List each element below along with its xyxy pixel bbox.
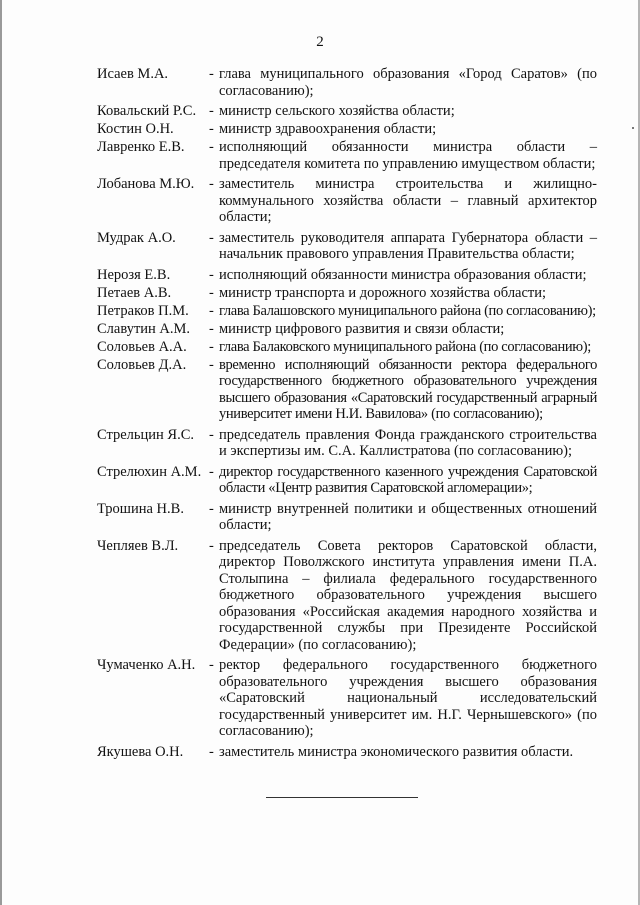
member-name: Петаев А.В. xyxy=(97,284,172,301)
member-row xyxy=(97,339,597,356)
member-dash: - xyxy=(209,103,214,119)
member-row xyxy=(97,230,597,263)
member-name: Чепляев В.Л. xyxy=(97,537,179,554)
member-row xyxy=(97,103,597,120)
member-name: Стрелюхин А.М. xyxy=(97,463,202,480)
member-row xyxy=(97,267,597,284)
closing-rule xyxy=(266,797,418,798)
member-role: исполняющий обязанности министра области – председателя комитета по управлению имуществом области; xyxy=(219,139,597,172)
member-dash: - xyxy=(209,743,214,760)
member-dash: - xyxy=(209,657,214,673)
member-row xyxy=(97,139,597,172)
member-dash: - xyxy=(209,139,214,155)
member-row xyxy=(97,357,597,423)
members-list xyxy=(97,66,597,762)
member-role: министр цифрового развития и связи области; xyxy=(219,320,505,337)
member-dash: - xyxy=(209,320,214,337)
member-dash: - xyxy=(209,284,214,301)
member-role: заместитель руководителя аппарата Губернатора области – начальник правового управления Правительства области; xyxy=(219,229,597,262)
scan-speck xyxy=(632,127,634,129)
member-row xyxy=(97,427,597,460)
member-name: Чумаченко А.Н. xyxy=(97,657,196,673)
member-name: Петраков П.М. xyxy=(97,302,189,319)
page-number: 2 xyxy=(316,34,324,50)
member-row xyxy=(97,66,597,99)
member-dash: - xyxy=(209,356,214,373)
member-role: исполняющий обязанности министра образования области; xyxy=(219,266,587,283)
member-role: ректор федерального государственного бюджетного образовательного учреждения высшего образования «Саратовский национальный исследовательский государственный университет им. Н.Г. Чернышевского» (по согласованию); xyxy=(219,657,597,739)
member-role: временно исполняющий обязанности ректора федерального государственного бюджетного образовательного учреждения высшего образования «Саратовский государственный аграрный университет имени Н.И. Вавилова» (по согласованию); xyxy=(219,356,597,422)
member-role: директор государственного казенного учреждения Саратовской области «Центр развития Саратовской агломерации»; xyxy=(219,463,597,496)
member-name: Ковальский Р.С. xyxy=(97,103,197,119)
member-row xyxy=(97,657,597,740)
member-role: глава Балашовского муниципального района (по согласованию); xyxy=(219,302,596,319)
member-row xyxy=(97,464,597,497)
member-name: Лобанова М.Ю. xyxy=(97,176,195,192)
member-name: Нерозя Е.В. xyxy=(97,266,171,283)
member-name: Трошина Н.В. xyxy=(97,500,184,517)
member-row xyxy=(97,285,597,302)
member-dash: - xyxy=(209,463,214,480)
member-dash: - xyxy=(209,266,214,283)
member-role: министр внутренней политики и общественных отношений области; xyxy=(219,500,597,533)
member-row xyxy=(97,176,597,226)
member-row xyxy=(97,121,597,138)
member-name: Исаев М.А. xyxy=(97,66,169,82)
member-dash: - xyxy=(209,426,214,443)
member-row xyxy=(97,321,597,338)
member-role: министр здравоохранения области; xyxy=(219,121,437,137)
member-dash: - xyxy=(209,229,214,246)
member-role: глава Балаковского муниципального района (по согласованию); xyxy=(219,338,591,355)
member-name: Лавренко Е.В. xyxy=(97,139,185,155)
member-name: Костин О.Н. xyxy=(97,121,174,137)
member-role: председатель правления Фонда гражданского строительства и экспертизы им. С.А. Каллистратова (по согласованию); xyxy=(219,426,597,459)
member-dash: - xyxy=(209,500,214,517)
member-dash: - xyxy=(209,338,214,355)
member-name: Мудрак А.О. xyxy=(97,229,176,246)
member-role: заместитель министра строительства и жилищно-коммунального хозяйства области – главный архитектор области; xyxy=(219,176,597,225)
member-name: Стрельцин Я.С. xyxy=(97,426,195,443)
member-row xyxy=(97,744,597,761)
member-row xyxy=(97,538,597,654)
member-name: Соловьев Д.А. xyxy=(97,356,187,373)
member-row xyxy=(97,501,597,534)
member-role: министр сельского хозяйства области; xyxy=(219,103,455,119)
member-role: заместитель министра экономического развития области. xyxy=(219,743,574,760)
member-name: Соловьев А.А. xyxy=(97,338,187,355)
member-dash: - xyxy=(209,537,214,554)
member-dash: - xyxy=(209,121,214,137)
member-dash: - xyxy=(209,66,214,82)
member-dash: - xyxy=(209,176,214,192)
member-dash: - xyxy=(209,302,214,319)
member-name: Славутин А.М. xyxy=(97,320,191,337)
member-role: министр транспорта и дорожного хозяйства области; xyxy=(219,284,547,301)
member-role: глава муниципального образования «Город Саратов» (по согласованию); xyxy=(219,66,597,99)
member-role: председатель Совета ректоров Саратовской области, директор Поволжского института управления имени П.А. Столыпина – филиала федерального государственного бюджетного образовательного учреждения высшего образования «Российская академия народного хозяйства и государственной службы при Президенте Российской Федерации» (по согласованию); xyxy=(219,537,597,653)
member-row xyxy=(97,303,597,320)
member-name: Якушева О.Н. xyxy=(97,743,184,760)
